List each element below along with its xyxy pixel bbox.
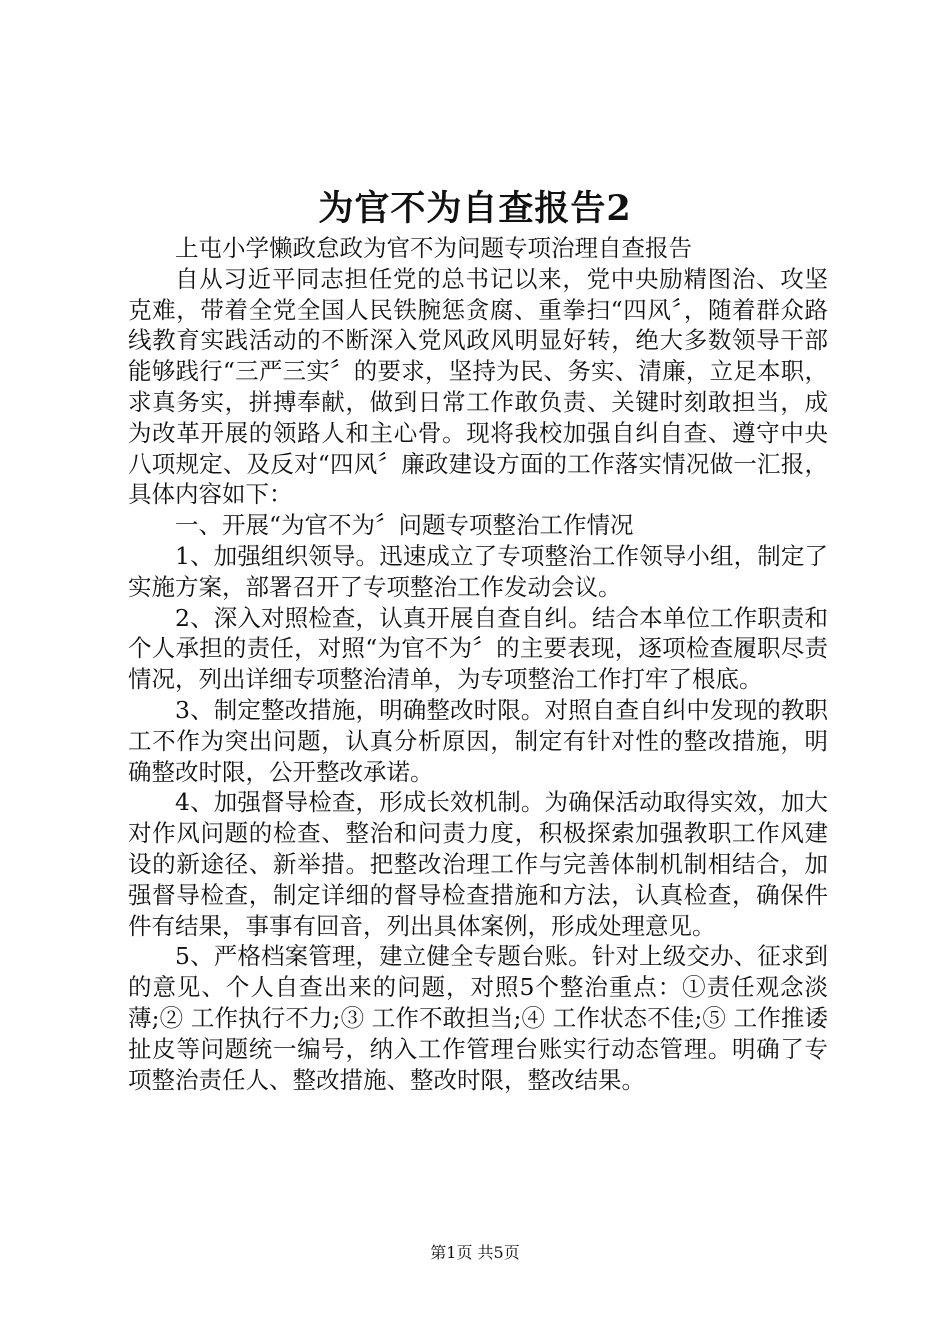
paragraph-section-heading: 一、开展“为官不为〞问题专项整治工作情况	[175, 511, 634, 540]
paragraph-item-2: 2、深入对照检查，认真开展自查自纠。结合本单位工作职责和个人承担的责任，对照“为官不为〞的主要表现，逐项检查履职尽责情况，列出详细专项整治清单，为专项整治工作打牢了根底。	[128, 603, 828, 694]
document-title: 为官不为自查报告2	[318, 188, 632, 229]
paragraph-item-4: 4、加强督导检查，形成长效机制。为确保活动取得实效，加大对作风问题的检查、整治和问责力度，积极探索加强教职工作风建设的新途径、新举措。把整改治理工作与完善体制机制相结合，加强督导检查，制定详细的督导检查措施和方法，认真检查，确保件件有结果，事事有回音，列出具体案例，形成处理意见。	[128, 788, 828, 940]
paragraph-subtitle: 上屯小学懒政怠政为官不为问题专项治理自查报告	[175, 234, 692, 262]
page-footer: 第1页 共5页	[430, 1243, 520, 1262]
paragraph-item-3: 3、制定整改措施，明确整改时限。对照自查自纠中发现的教职工不作为突出问题，认真分析原因，制定有针对性的整改措施，明确整改时限，公开整改承诺。	[128, 695, 828, 786]
paragraph-intro: 自从习近平同志担任党的总书记以来，党中央励精图治、攻坚克难，带着全党全国人民铁腕惩贪腐、重拳扫“四风〞，随着群众路线教育实践活动的不断深入党风政风明显好转，绝大多数领导干部能够践行“三严三实〞的要求，坚持为民、务实、清廉，立足本职，求真务实，拼搏奉献，做到日常工作敢负责、关键时刻敢担当，成为改革开展的领路人和主心骨。现将我校加强自纠自查、遵守中央八项规定、及反对“四风〞廉政建设方面的工作落实情况做一汇报，具体内容如下：	[128, 264, 828, 509]
paragraph-item-1: 1、加强组织领导。迅速成立了专项整治工作领导小组，制定了实施方案，部署召开了专项整治工作发动会议。	[128, 541, 828, 601]
document-body	[128, 233, 828, 1095]
paragraph-item-5: 5、严格档案管理，建立健全专题台账。针对上级交办、征求到的意见、个人自查出来的问题，对照5个整治重点：①责任观念淡薄;② 工作执行不力;③ 工作不敢担当;④ 工作状态不佳;⑤ 工作推诿扯皮等问题统一编号，纳入工作管理台账实行动态管理。明确了专项整治责任人、整改措施、整改时限，整改结果。	[128, 942, 828, 1094]
